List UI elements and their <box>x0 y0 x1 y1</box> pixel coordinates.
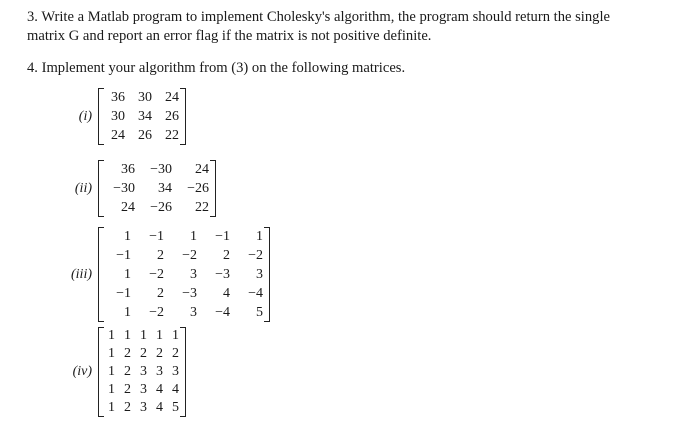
matrix-entry: 1 <box>108 364 115 379</box>
matrix-block-ii <box>62 160 216 217</box>
matrix-row <box>105 198 209 217</box>
matrix-entry: 2 <box>157 248 164 263</box>
matrix-row <box>105 107 179 126</box>
matrix-entry: 1 <box>172 328 179 343</box>
matrix <box>98 160 216 217</box>
matrix-entry: 34 <box>158 181 172 196</box>
matrix-entry: 30 <box>111 109 125 124</box>
matrix-entry: −3 <box>182 286 197 301</box>
matrix-table <box>105 160 209 217</box>
problem-3-line-1: 3. Write a Matlab program to implement Cholesky's algorithm, the program should return the single <box>27 9 610 25</box>
matrix-entry: 22 <box>165 128 179 143</box>
matrix-entry: −4 <box>215 305 230 320</box>
matrix-entry: 2 <box>124 346 131 361</box>
matrix-entry: 1 <box>124 267 131 282</box>
matrix-entry: −2 <box>248 248 263 263</box>
matrix-table <box>105 227 263 322</box>
matrix <box>98 327 186 417</box>
matrix-entry: 24 <box>165 90 179 105</box>
matrix-entry: 5 <box>256 305 263 320</box>
matrix-entry: 24 <box>111 128 125 143</box>
matrix-row <box>105 363 179 381</box>
matrix-entry: 1 <box>140 328 147 343</box>
matrix-block-iii <box>62 227 270 322</box>
matrix-row <box>105 399 179 417</box>
matrix-entry: 2 <box>124 364 131 379</box>
matrix-entry: 2 <box>124 400 131 415</box>
matrix-entry: 36 <box>111 90 125 105</box>
matrix-entry: 1 <box>156 328 163 343</box>
matrix-entry: −30 <box>150 162 172 177</box>
matrix-entry: −2 <box>149 305 164 320</box>
matrix-entry: −26 <box>150 200 172 215</box>
matrix-entry: 1 <box>124 328 131 343</box>
matrix-entry: −2 <box>182 248 197 263</box>
matrix-entry: 1 <box>256 229 263 244</box>
matrix-entry: 1 <box>124 305 131 320</box>
matrix-entry: 1 <box>124 229 131 244</box>
matrix-row <box>105 179 209 198</box>
matrix-entry: −3 <box>215 267 230 282</box>
matrix-entry: 4 <box>156 382 163 397</box>
matrix-row <box>105 284 263 303</box>
matrix-entry: 4 <box>172 382 179 397</box>
matrix-entry: 34 <box>138 109 152 124</box>
matrix-block-iv <box>62 327 186 417</box>
matrix-entry: 2 <box>223 248 230 263</box>
problem-3-text <box>27 8 695 46</box>
matrix-entry: 2 <box>172 346 179 361</box>
matrix-entry: −1 <box>116 248 131 263</box>
matrix-entry: −1 <box>215 229 230 244</box>
matrix-table <box>105 327 179 417</box>
matrix-entry: 3 <box>140 382 147 397</box>
matrix-entry: 3 <box>156 364 163 379</box>
matrix-entry: −26 <box>187 181 209 196</box>
matrix-row <box>105 126 179 145</box>
matrix-entry: 36 <box>121 162 135 177</box>
matrix-entry: 24 <box>121 200 135 215</box>
matrix-entry: 3 <box>140 400 147 415</box>
matrix-entry: 2 <box>124 382 131 397</box>
matrix-entry: 3 <box>172 364 179 379</box>
problem-3-line-2: matrix G and report an error flag if the matrix is not positive definite. <box>27 28 432 44</box>
matrix-row <box>105 381 179 399</box>
matrix-label: (ii) <box>74 180 92 196</box>
matrix <box>98 88 186 145</box>
matrix-row <box>105 303 263 322</box>
matrix-row <box>105 160 209 179</box>
matrix-label: (iii) <box>71 266 92 282</box>
matrix-row <box>105 265 263 284</box>
matrix-entry: 22 <box>195 200 209 215</box>
matrix-label: (iv) <box>72 364 92 379</box>
matrix-entry: 26 <box>138 128 152 143</box>
matrix-row <box>105 246 263 265</box>
matrix-entry: −1 <box>116 286 131 301</box>
matrix-entry: 1 <box>190 229 197 244</box>
matrix-row <box>105 327 179 345</box>
matrix-label: (i) <box>78 108 92 124</box>
matrix-entry: 5 <box>172 400 179 415</box>
matrix-entry: 4 <box>223 286 230 301</box>
matrix-entry: 1 <box>108 382 115 397</box>
matrix-entry: 3 <box>190 305 197 320</box>
matrix-entry: 4 <box>156 400 163 415</box>
matrix-entry: 30 <box>138 90 152 105</box>
matrix-entry: 3 <box>140 364 147 379</box>
matrix-entry: 2 <box>157 286 164 301</box>
matrix-entry: 1 <box>108 400 115 415</box>
matrix-table <box>105 88 179 145</box>
matrix-entry: 2 <box>156 346 163 361</box>
matrix-row <box>105 227 263 246</box>
problem-4-text: 4. Implement your algorithm from (3) on the following matrices. <box>27 60 406 76</box>
matrix-entry: 3 <box>256 267 263 282</box>
matrix-entry: 24 <box>195 162 209 177</box>
matrix-entry: 2 <box>140 346 147 361</box>
matrix-entry: 3 <box>190 267 197 282</box>
matrix-row <box>105 345 179 363</box>
matrix-row <box>105 88 179 107</box>
matrix-entry: −2 <box>149 267 164 282</box>
matrix-entry: −1 <box>149 229 164 244</box>
matrix-block-i <box>62 88 186 145</box>
matrix-entry: 1 <box>108 328 115 343</box>
matrix-entry: −4 <box>248 286 263 301</box>
matrix-entry: 26 <box>165 109 179 124</box>
matrix-entry: 1 <box>108 346 115 361</box>
matrix <box>98 227 270 322</box>
matrix-entry: −30 <box>113 181 135 196</box>
